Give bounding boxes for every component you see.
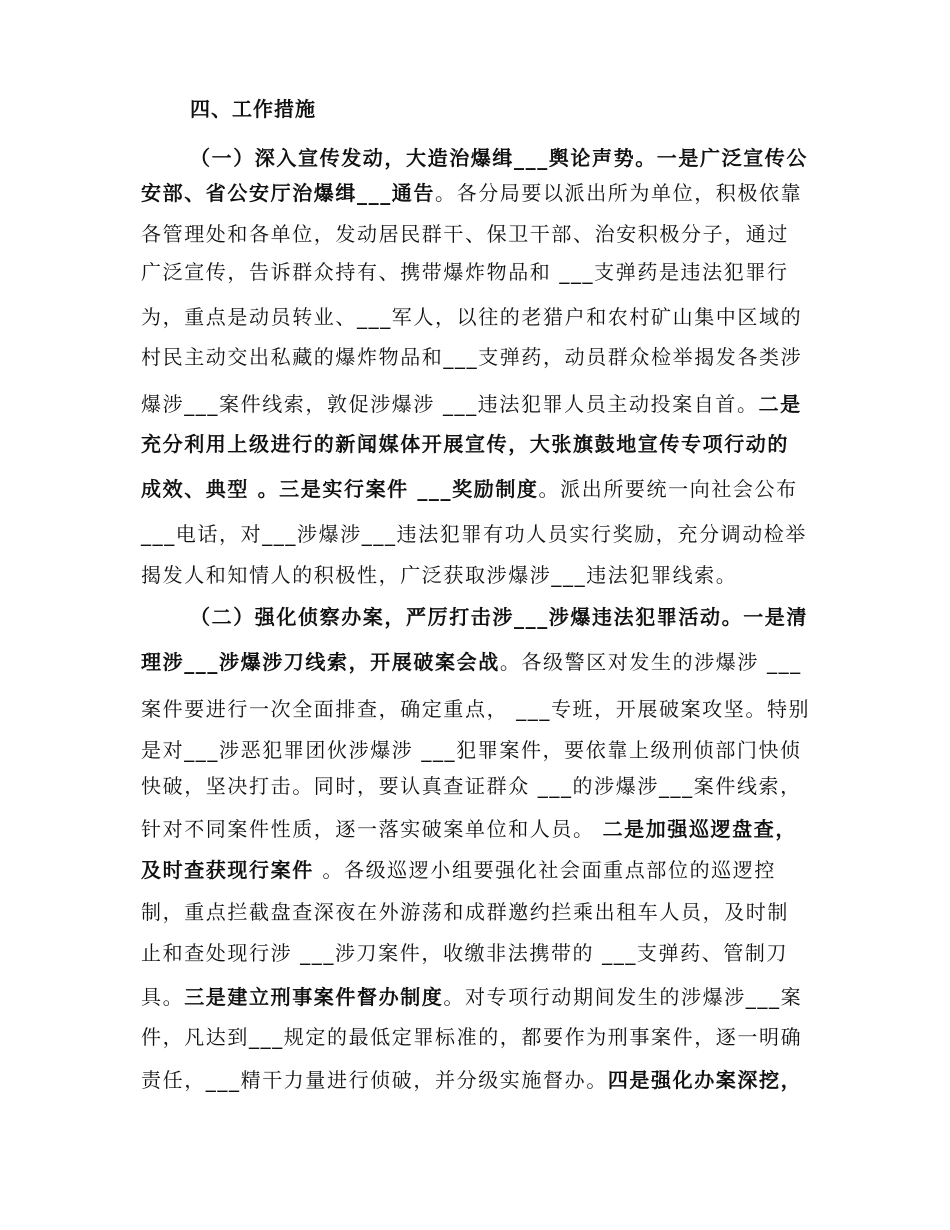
- paragraph-line: [190, 605, 811, 629]
- text-segment: 村民主动交出私藏的爆炸物品和___支弹药，动员群众检举揭发各类涉: [141, 345, 803, 369]
- paragraph-line: [141, 738, 811, 762]
- paragraph-line: [141, 222, 811, 246]
- text-segment: 。各级巡逻小组要强化社会面重点部位的巡逻控: [322, 858, 776, 882]
- bold-text-segment: （二）强化侦察办案，严厉打击涉___涉爆违法犯罪活动。一是清: [190, 605, 808, 629]
- paragraph-line: [141, 774, 811, 798]
- bold-text-segment: 及时查获现行案件: [141, 858, 323, 882]
- paragraph-line: [141, 941, 811, 965]
- paragraph-line: [141, 522, 811, 546]
- text-segment: 为，重点是动员转业、___军人，以往的老猎户和农村矿山集中区域的: [141, 305, 803, 329]
- paragraph-line: [141, 1068, 811, 1092]
- text-segment: 止和查处现行涉 ___涉刀案件，收缴非法携带的 ___支弹药、管制刀: [141, 941, 789, 965]
- paragraph-line: [141, 345, 811, 369]
- bold-text-segment: 二是: [758, 392, 802, 416]
- paragraph-line: [141, 432, 811, 456]
- paragraph-line: [141, 1025, 811, 1049]
- bold-text-segment: 安部、省公安厅治爆缉___通告: [141, 181, 435, 205]
- text-segment: 针对不同案件性质，逐一落实破案单位和人员。: [141, 817, 603, 841]
- bold-text-segment: （一）深入宣传发动，大造治爆缉___舆论声势。一是广泛宣传公: [190, 146, 808, 170]
- paragraph-line: [141, 697, 811, 721]
- text-segment: 揭发人和知情人的积极性，广泛获取涉爆涉___违法犯罪线索。: [141, 563, 738, 587]
- bold-text-segment: 三是建立刑事案件督办制度: [184, 985, 444, 1009]
- paragraph-line: [141, 900, 811, 924]
- paragraph-line: [141, 817, 811, 841]
- paragraph-line: [141, 563, 811, 587]
- text-segment: 。对专项行动期间发生的涉爆涉___案: [443, 985, 803, 1009]
- bold-text-segment: 成效、典型 。三是实行案件 ___奖励制度: [141, 477, 539, 501]
- paragraph-line: [141, 392, 811, 416]
- bold-text-segment: 四是强化办案深挖，: [607, 1068, 803, 1092]
- paragraph-line: [141, 858, 811, 882]
- text-segment: ___电话，对___涉爆涉___违法犯罪有功人员实行奖励，充分调动检举: [141, 522, 807, 546]
- text-segment: 。派出所要统一向社会公布: [538, 477, 798, 501]
- text-segment: 是对___涉恶犯罪团伙涉爆涉 ___犯罪案件，要依靠上级刑侦部门快侦: [141, 738, 802, 762]
- section-heading: 四、工作措施: [190, 97, 316, 121]
- paragraph-line: [141, 650, 811, 674]
- text-segment: 。各级警区对发生的涉爆涉 ___: [499, 650, 802, 674]
- paragraph-line: [190, 146, 811, 170]
- paragraph-line: [141, 260, 811, 284]
- bold-text-segment: 充分利用上级进行的新闻媒体开展宣传，大张旗鼓地宣传专项行动的: [141, 432, 789, 456]
- text-segment: 具。: [141, 985, 185, 1009]
- bold-text-segment: 二是加强巡逻盘查，: [602, 817, 797, 841]
- text-segment: 快破，坚决打击。同时，要认真查证群众 ___的涉爆涉___案件线索，: [141, 774, 802, 798]
- text-segment: 爆涉___案件线索，敦促涉爆涉 ___违法犯罪人员主动投案自首。: [141, 392, 759, 416]
- text-segment: 。各分局要以派出所为单位，积极依靠: [435, 181, 803, 205]
- text-segment: 责任，___精干力量进行侦破，并分级实施督办。: [141, 1068, 608, 1092]
- paragraph-line: [141, 181, 811, 205]
- text-segment: 广泛宣传，告诉群众持有、携带爆炸物品和 ___支弹药是违法犯罪行: [141, 260, 789, 284]
- text-segment: 件，凡达到___规定的最低定罪标准的，都要作为刑事案件，逐一明确: [141, 1025, 803, 1049]
- paragraph-line: [141, 477, 811, 501]
- paragraph-line: [141, 305, 811, 329]
- text-segment: 案件要进行一次全面排查，确定重点， ___专班，开展破案攻坚。特别: [141, 697, 811, 721]
- text-segment: 各管理处和各单位，发动居民群干、保卫干部、治安积极分子，通过: [141, 222, 789, 246]
- paragraph-line: [141, 985, 811, 1009]
- text-segment: 制，重点拦截盘查深夜在外游荡和成群邀约拦乘出租车人员，及时制: [141, 900, 789, 924]
- bold-text-segment: 理涉___涉爆涉刀线索，开展破案会战: [141, 650, 500, 674]
